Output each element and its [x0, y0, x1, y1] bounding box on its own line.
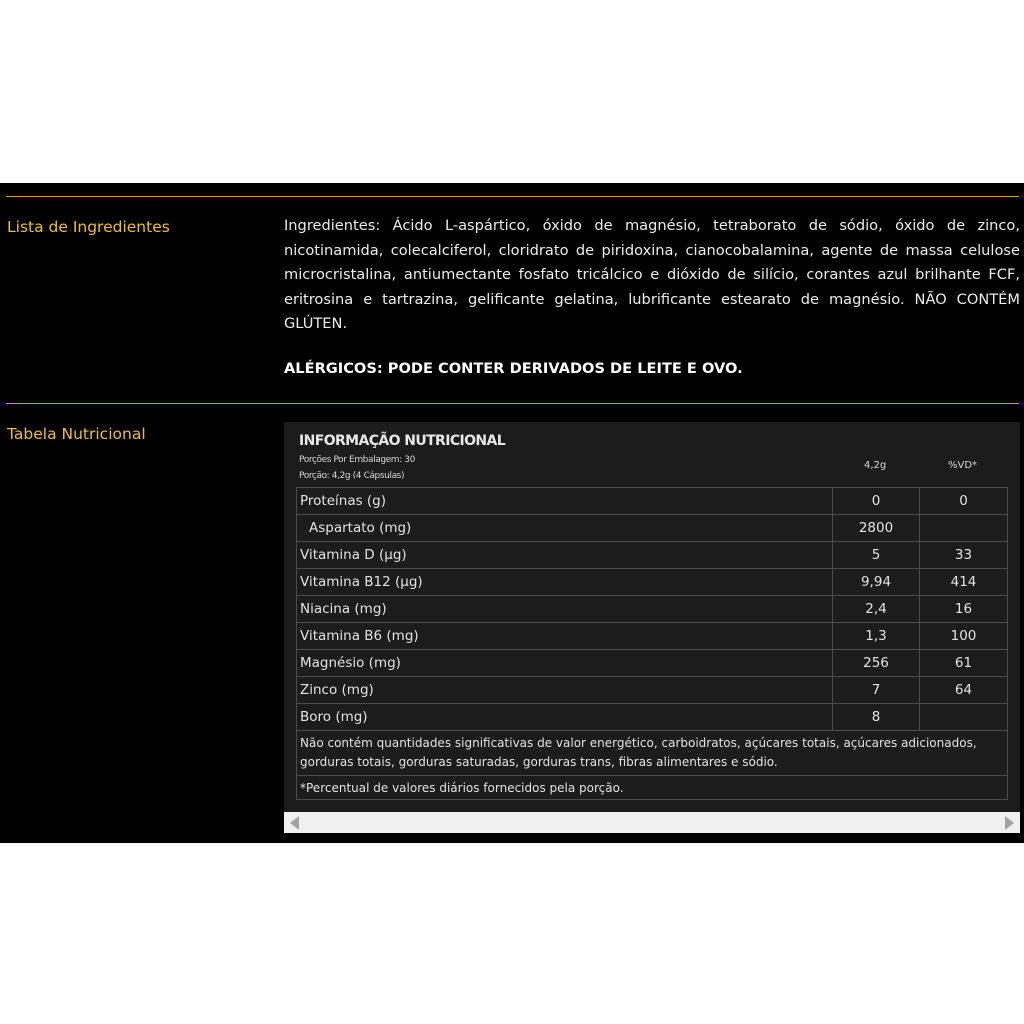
nutrient-name: Vitamina B6 (mg)	[297, 623, 833, 650]
allergens-warning: ALÉRGICOS: PODE CONTER DERIVADOS DE LEITE E OVO.	[284, 360, 743, 377]
nutrient-name: Niacina (mg)	[297, 596, 833, 623]
nutrient-name: Vitamina B12 (µg)	[297, 569, 833, 596]
nutrition-table	[296, 487, 1008, 800]
column-header-daily-value: %VD*	[948, 460, 978, 471]
table-row	[297, 650, 1008, 677]
serving-size: Porção: 4,2g (4 Cápsulas)	[299, 471, 405, 481]
nutrient-daily-value: 414	[920, 569, 1008, 596]
nutrient-amount: 7	[833, 677, 920, 704]
nutrient-daily-value: 61	[920, 650, 1008, 677]
nutrient-daily-value: 64	[920, 677, 1008, 704]
nutrient-amount: 2800	[833, 515, 920, 542]
section-divider	[6, 403, 1019, 404]
nutrient-name: Aspartato (mg)	[297, 515, 833, 542]
triangle-left-icon[interactable]	[290, 816, 299, 830]
table-row	[297, 488, 1008, 515]
table-row	[297, 542, 1008, 569]
nutrient-name: Zinco (mg)	[297, 677, 833, 704]
nutrient-amount: 9,94	[833, 569, 920, 596]
nutrient-name: Vitamina D (µg)	[297, 542, 833, 569]
nutrient-daily-value	[920, 704, 1008, 731]
horizontal-scrollbar[interactable]	[284, 812, 1020, 833]
triangle-right-icon[interactable]	[1005, 816, 1014, 830]
nutrient-amount: 0	[833, 488, 920, 515]
table-row	[297, 623, 1008, 650]
nutrient-amount: 2,4	[833, 596, 920, 623]
servings-per-package: Porções Por Embalagem: 30	[299, 455, 415, 465]
nutrition-section-label: Tabela Nutricional	[7, 425, 146, 443]
table-row	[297, 569, 1008, 596]
nutrition-facts-table-container	[284, 422, 1020, 812]
nutrient-amount: 256	[833, 650, 920, 677]
table-row	[297, 677, 1008, 704]
nutrient-name: Magnésio (mg)	[297, 650, 833, 677]
table-note-row	[297, 731, 1008, 776]
column-header-amount: 4,2g	[864, 460, 887, 471]
nutrient-daily-value: 0	[920, 488, 1008, 515]
nutrient-amount: 8	[833, 704, 920, 731]
nutrient-amount: 1,3	[833, 623, 920, 650]
nutrient-amount: 5	[833, 542, 920, 569]
nutrient-daily-value: 16	[920, 596, 1008, 623]
table-footnote-row	[297, 776, 1008, 800]
nutrient-name: Proteínas (g)	[297, 488, 833, 515]
nutrient-name: Boro (mg)	[297, 704, 833, 731]
nutrient-daily-value: 33	[920, 542, 1008, 569]
table-row	[297, 596, 1008, 623]
nutrition-note: Não contém quantidades significativas de valor energético, carboidratos, açúcares totais, açúcares adicionados, gorduras totais, gorduras saturadas, gorduras trans, fibras alimentares e sódio.	[297, 731, 1008, 776]
table-row	[297, 515, 1008, 542]
daily-value-footnote: *Percentual de valores diários fornecidos pela porção.	[297, 776, 1008, 800]
nutrition-table-title: INFORMAÇÃO NUTRICIONAL	[299, 433, 506, 449]
ingredients-text: Ingredientes: Ácido L-aspártico, óxido de magnésio, tetraborato de sódio, óxido de zinco, nicotinamida, colecalciferol, cloridrato de piridoxina, cianocobalamina, agente de massa celulose microcristalina, antiumectante fosfato tricálcico e dióxido de silício, corantes azul brilhante FCF, eritrosina e tartrazina, gelificante gelatina, lubrificante estearato de magnésio. NÃO CONTÉM GLÚTEN.	[284, 217, 1020, 332]
product-details-panel	[0, 183, 1024, 843]
ingredients-section-label: Lista de Ingredientes	[7, 218, 170, 236]
nutrient-daily-value: 100	[920, 623, 1008, 650]
nutrient-daily-value	[920, 515, 1008, 542]
table-row	[297, 704, 1008, 731]
section-divider	[6, 196, 1019, 197]
